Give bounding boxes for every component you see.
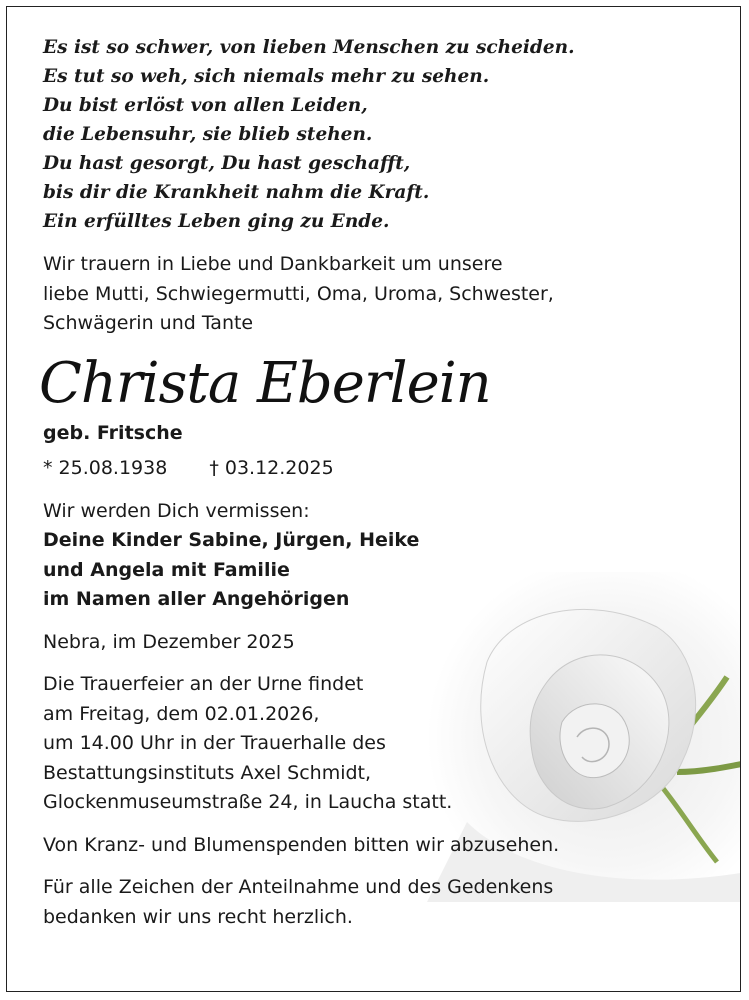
death-date: † 03.12.2025 xyxy=(209,457,334,479)
thanks-line: bedanken wir uns recht herzlich. xyxy=(43,905,353,928)
flowers-note: Von Kranz- und Blumenspenden bitten wir abzusehen. xyxy=(43,833,560,856)
mourners-lead: Wir werden Dich vermissen: xyxy=(43,499,310,522)
poem-line: Du bist erlöst von allen Leiden, xyxy=(43,95,368,116)
poem-line: bis dir die Krankheit nahm die Kraft. xyxy=(43,182,430,203)
mourners-line: im Namen aller Angehörigen xyxy=(43,588,350,610)
poem-line: Du hast gesorgt, Du hast geschafft, xyxy=(43,153,411,174)
place-date: Nebra, im Dezember 2025 xyxy=(43,630,295,653)
mourning-intro xyxy=(43,250,733,339)
life-dates xyxy=(43,454,733,484)
deceased-name: Christa Eberlein xyxy=(39,350,491,416)
birth-date: * 25.08.1938 xyxy=(43,457,168,479)
ceremony-line: Bestattungsinstituts Axel Schmidt, xyxy=(43,761,372,784)
intro-line: Wir trauern in Liebe und Dankbarkeit um unsere xyxy=(43,253,503,275)
mourners-line: und Angela mit Familie xyxy=(43,558,290,581)
obituary-frame xyxy=(6,6,741,992)
ceremony-info xyxy=(43,670,733,818)
poem-line: Es ist so schwer, von lieben Menschen zu scheiden. xyxy=(43,37,575,58)
ceremony-line: um 14.00 Uhr in der Trauerhalle des xyxy=(43,732,386,754)
thanks-line: Für alle Zeichen der Anteilnahme und des Gedenkens xyxy=(43,876,554,898)
mourners-block xyxy=(43,497,733,615)
intro-line: Schwägerin und Tante xyxy=(43,312,254,334)
thanks-note xyxy=(43,873,733,932)
ceremony-line: Die Trauerfeier an der Urne findet xyxy=(43,673,364,695)
poem-verse xyxy=(43,33,733,236)
poem-line: die Lebensuhr, sie blieb stehen. xyxy=(43,124,373,145)
ceremony-line: am Freitag, dem 02.01.2026, xyxy=(43,702,320,725)
poem-line: Ein erfülltes Leben ging zu Ende. xyxy=(43,211,390,232)
maiden-name: geb. Fritsche xyxy=(43,421,183,444)
ceremony-line: Glockenmuseumstraße 24, in Laucha statt. xyxy=(43,791,453,813)
poem-line: Es tut so weh, sich niemals mehr zu sehen. xyxy=(43,66,490,87)
mourners-line: Deine Kinder Sabine, Jürgen, Heike xyxy=(43,529,420,551)
intro-line: liebe Mutti, Schwiegermutti, Oma, Uroma, Schwester, xyxy=(43,282,554,305)
